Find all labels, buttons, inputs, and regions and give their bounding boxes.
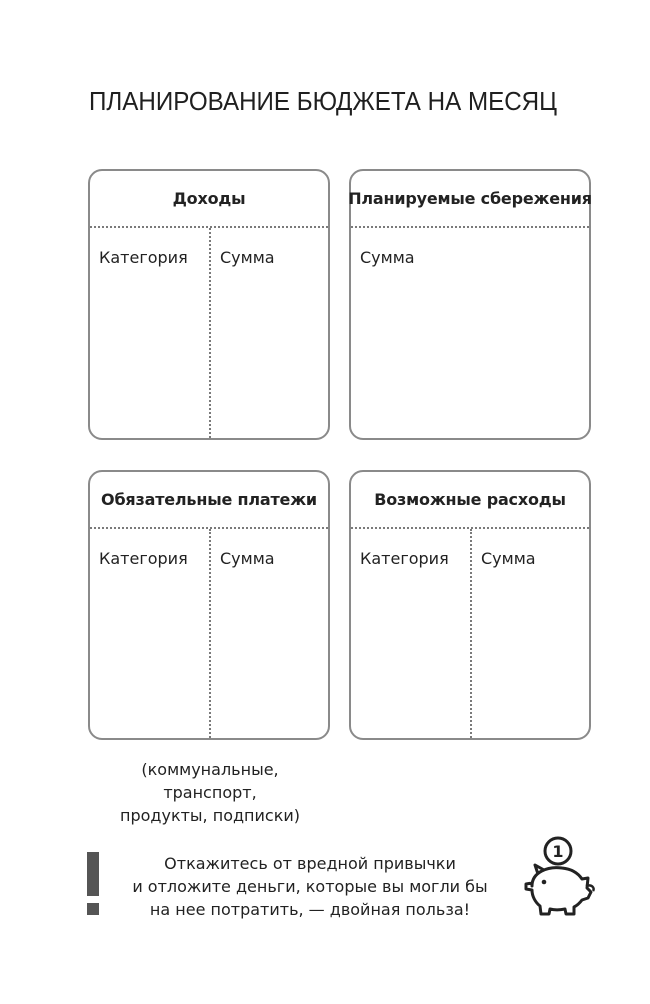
tip-line: на нее потратить, — двойная польза!: [149, 900, 471, 919]
note-line: транспорт,: [163, 783, 257, 802]
page-title: ПЛАНИРОВАНИЕ БЮДЖЕТА НА МЕСЯЦ: [89, 86, 558, 116]
column-divider: [470, 529, 472, 738]
mandatory-heading: Обязательные платежи: [90, 472, 328, 529]
mandatory-amount-label: Сумма: [220, 549, 275, 568]
income-box: [88, 169, 330, 440]
possible-expenses-box: [349, 470, 591, 740]
mandatory-note: [95, 758, 325, 827]
column-divider: [209, 529, 211, 738]
savings-box: [349, 169, 591, 440]
column-divider: [209, 228, 211, 438]
piggy-bank-icon: [516, 834, 600, 918]
possible-category-label: Категория: [360, 549, 449, 568]
tip-text: [110, 852, 510, 921]
note-line: (коммунальные,: [141, 760, 279, 779]
savings-amount-label: Сумма: [360, 248, 415, 267]
possible-amount-label: Сумма: [481, 549, 536, 568]
coin-label: 1: [552, 842, 564, 861]
note-line: продукты, подписки): [120, 806, 300, 825]
possible-heading: Возможные расходы: [351, 472, 589, 529]
mandatory-category-label: Категория: [99, 549, 188, 568]
tip-line: Откажитесь от вредной привычки: [164, 854, 456, 873]
mandatory-payments-box: [88, 470, 330, 740]
tip-line: и отложите деньги, которые вы могли бы: [132, 877, 488, 896]
income-category-label: Категория: [99, 248, 188, 267]
savings-heading: Планируемые сбережения: [351, 171, 589, 228]
income-amount-label: Сумма: [220, 248, 275, 267]
income-heading: Доходы: [90, 171, 328, 228]
exclamation-icon: [86, 852, 100, 916]
